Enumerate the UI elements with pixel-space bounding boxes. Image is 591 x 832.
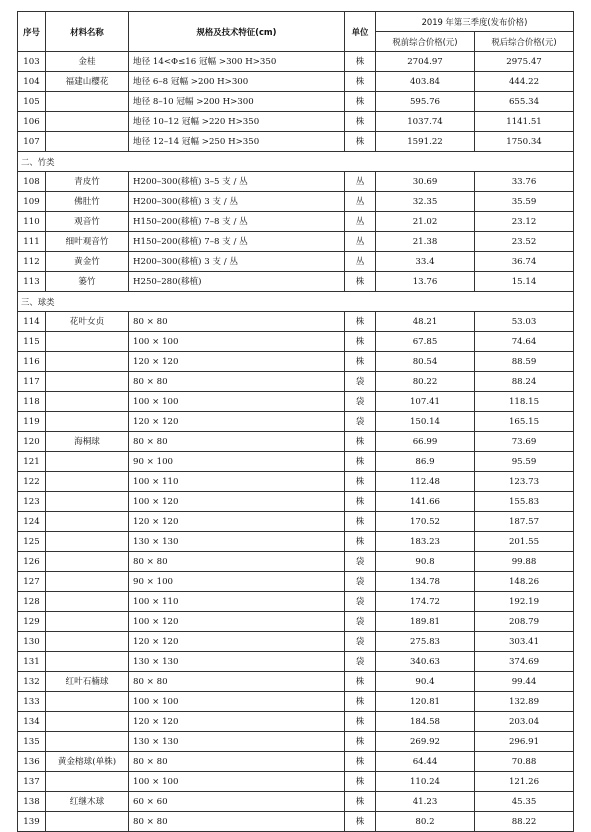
cell-spec: 100 × 120 xyxy=(129,612,345,632)
cell-material-name: 佛肚竹 xyxy=(46,192,129,212)
cell-pre-tax-price: 174.72 xyxy=(376,592,475,612)
table-row xyxy=(18,392,574,412)
cell-material-name xyxy=(46,532,129,552)
table-row xyxy=(18,812,574,832)
cell-no: 108 xyxy=(18,172,46,192)
cell-post-tax-price: 88.22 xyxy=(475,812,574,832)
header-period: 2019 年第三季度(发布价格) xyxy=(376,12,574,32)
cell-pre-tax-price: 30.69 xyxy=(376,172,475,192)
cell-unit: 株 xyxy=(345,332,376,352)
cell-post-tax-price: 303.41 xyxy=(475,632,574,652)
cell-spec: 80 × 80 xyxy=(129,812,345,832)
cell-spec: 100 × 100 xyxy=(129,392,345,412)
cell-no: 114 xyxy=(18,312,46,332)
cell-unit: 株 xyxy=(345,92,376,112)
cell-spec: 130 × 130 xyxy=(129,532,345,552)
cell-no: 110 xyxy=(18,212,46,232)
cell-spec: 90 × 100 xyxy=(129,452,345,472)
cell-material-name: 金桂 xyxy=(46,52,129,72)
cell-post-tax-price: 95.59 xyxy=(475,452,574,472)
cell-spec: 80 × 80 xyxy=(129,672,345,692)
table-header xyxy=(18,12,574,52)
cell-unit: 丛 xyxy=(345,212,376,232)
cell-no: 127 xyxy=(18,572,46,592)
cell-post-tax-price: 23.52 xyxy=(475,232,574,252)
cell-spec: 80 × 80 xyxy=(129,372,345,392)
cell-no: 125 xyxy=(18,532,46,552)
cell-unit: 株 xyxy=(345,792,376,812)
cell-unit: 袋 xyxy=(345,652,376,672)
cell-unit: 袋 xyxy=(345,632,376,652)
cell-material-name xyxy=(46,492,129,512)
cell-unit: 丛 xyxy=(345,192,376,212)
cell-no: 120 xyxy=(18,432,46,452)
cell-spec: 100 × 100 xyxy=(129,332,345,352)
cell-material-name xyxy=(46,732,129,752)
cell-material-name: 红继木球 xyxy=(46,792,129,812)
cell-post-tax-price: 192.19 xyxy=(475,592,574,612)
cell-post-tax-price: 296.91 xyxy=(475,732,574,752)
cell-pre-tax-price: 67.85 xyxy=(376,332,475,352)
cell-material-name: 花叶女贞 xyxy=(46,312,129,332)
table-row xyxy=(18,432,574,452)
cell-pre-tax-price: 80.22 xyxy=(376,372,475,392)
cell-pre-tax-price: 21.02 xyxy=(376,212,475,232)
cell-material-name xyxy=(46,112,129,132)
cell-unit: 株 xyxy=(345,752,376,772)
cell-material-name: 福建山樱花 xyxy=(46,72,129,92)
header-pre-tax: 税前综合价格(元) xyxy=(376,32,475,52)
table-row xyxy=(18,452,574,472)
cell-post-tax-price: 88.24 xyxy=(475,372,574,392)
cell-unit: 株 xyxy=(345,112,376,132)
cell-post-tax-price: 73.69 xyxy=(475,432,574,452)
cell-spec: 60 × 60 xyxy=(129,792,345,812)
cell-no: 133 xyxy=(18,692,46,712)
cell-pre-tax-price: 1037.74 xyxy=(376,112,475,132)
cell-material-name: 细叶观音竹 xyxy=(46,232,129,252)
cell-post-tax-price: 33.76 xyxy=(475,172,574,192)
cell-pre-tax-price: 120.81 xyxy=(376,692,475,712)
cell-unit: 袋 xyxy=(345,412,376,432)
cell-unit: 袋 xyxy=(345,592,376,612)
cell-pre-tax-price: 112.48 xyxy=(376,472,475,492)
cell-no: 138 xyxy=(18,792,46,812)
table-row xyxy=(18,772,574,792)
cell-pre-tax-price: 21.38 xyxy=(376,232,475,252)
cell-unit: 株 xyxy=(345,772,376,792)
cell-post-tax-price: 444.22 xyxy=(475,72,574,92)
cell-pre-tax-price: 80.2 xyxy=(376,812,475,832)
cell-post-tax-price: 88.59 xyxy=(475,352,574,372)
cell-spec: H200–300(移植) 3 支 / 丛 xyxy=(129,192,345,212)
cell-unit: 株 xyxy=(345,732,376,752)
cell-unit: 株 xyxy=(345,492,376,512)
cell-post-tax-price: 148.26 xyxy=(475,572,574,592)
header-spec: 规格及技术特征(cm) xyxy=(129,12,345,52)
cell-post-tax-price: 35.59 xyxy=(475,192,574,212)
cell-material-name xyxy=(46,772,129,792)
cell-material-name xyxy=(46,712,129,732)
cell-unit: 株 xyxy=(345,72,376,92)
cell-pre-tax-price: 340.63 xyxy=(376,652,475,672)
table-row xyxy=(18,532,574,552)
table-row xyxy=(18,352,574,372)
cell-spec: 100 × 100 xyxy=(129,772,345,792)
cell-spec: 100 × 110 xyxy=(129,592,345,612)
cell-material-name xyxy=(46,632,129,652)
cell-material-name xyxy=(46,692,129,712)
cell-no: 103 xyxy=(18,52,46,72)
cell-material-name: 红叶石楠球 xyxy=(46,672,129,692)
cell-spec: H200–300(移植) 3 支 / 丛 xyxy=(129,252,345,272)
cell-post-tax-price: 1750.34 xyxy=(475,132,574,152)
cell-spec: 120 × 120 xyxy=(129,512,345,532)
table-row xyxy=(18,192,574,212)
cell-post-tax-price: 15.14 xyxy=(475,272,574,292)
cell-post-tax-price: 36.74 xyxy=(475,252,574,272)
cell-unit: 袋 xyxy=(345,552,376,572)
cell-spec: 120 × 120 xyxy=(129,632,345,652)
cell-spec: H250–280(移植) xyxy=(129,272,345,292)
table-row xyxy=(18,632,574,652)
table-row xyxy=(18,372,574,392)
table-row xyxy=(18,672,574,692)
cell-material-name xyxy=(46,652,129,672)
cell-no: 121 xyxy=(18,452,46,472)
cell-post-tax-price: 187.57 xyxy=(475,512,574,532)
cell-pre-tax-price: 90.8 xyxy=(376,552,475,572)
cell-unit: 株 xyxy=(345,312,376,332)
cell-material-name xyxy=(46,512,129,532)
header-unit: 单位 xyxy=(345,12,376,52)
cell-unit: 株 xyxy=(345,672,376,692)
cell-no: 129 xyxy=(18,612,46,632)
cell-material-name xyxy=(46,92,129,112)
cell-pre-tax-price: 33.4 xyxy=(376,252,475,272)
cell-pre-tax-price: 66.99 xyxy=(376,432,475,452)
cell-unit: 株 xyxy=(345,452,376,472)
cell-no: 135 xyxy=(18,732,46,752)
cell-spec: 80 × 80 xyxy=(129,552,345,572)
cell-spec: 130 × 130 xyxy=(129,652,345,672)
cell-spec: H150–200(移植) 7–8 支 / 丛 xyxy=(129,232,345,252)
cell-no: 132 xyxy=(18,672,46,692)
cell-unit: 株 xyxy=(345,712,376,732)
cell-no: 115 xyxy=(18,332,46,352)
cell-no: 111 xyxy=(18,232,46,252)
section-row xyxy=(18,152,574,172)
cell-no: 128 xyxy=(18,592,46,612)
table-row xyxy=(18,552,574,572)
cell-pre-tax-price: 183.23 xyxy=(376,532,475,552)
table-row xyxy=(18,72,574,92)
cell-material-name xyxy=(46,352,129,372)
cell-unit: 株 xyxy=(345,472,376,492)
cell-material-name: 黄金榕球(单株) xyxy=(46,752,129,772)
table-row xyxy=(18,512,574,532)
cell-no: 126 xyxy=(18,552,46,572)
table-row xyxy=(18,652,574,672)
cell-spec: 地径 6–8 冠幅 >200 H>300 xyxy=(129,72,345,92)
cell-material-name: 观音竹 xyxy=(46,212,129,232)
cell-no: 122 xyxy=(18,472,46,492)
cell-pre-tax-price: 134.78 xyxy=(376,572,475,592)
table-row xyxy=(18,792,574,812)
cell-unit: 丛 xyxy=(345,232,376,252)
cell-post-tax-price: 132.89 xyxy=(475,692,574,712)
cell-pre-tax-price: 90.4 xyxy=(376,672,475,692)
cell-pre-tax-price: 150.14 xyxy=(376,412,475,432)
section-label: 三、球类 xyxy=(18,292,574,312)
cell-pre-tax-price: 170.52 xyxy=(376,512,475,532)
cell-material-name: 黄金竹 xyxy=(46,252,129,272)
cell-unit: 袋 xyxy=(345,392,376,412)
cell-pre-tax-price: 110.24 xyxy=(376,772,475,792)
cell-post-tax-price: 123.73 xyxy=(475,472,574,492)
table-body xyxy=(18,52,574,832)
cell-post-tax-price: 121.26 xyxy=(475,772,574,792)
table-row xyxy=(18,252,574,272)
cell-no: 119 xyxy=(18,412,46,432)
table-row xyxy=(18,712,574,732)
cell-spec: 80 × 80 xyxy=(129,752,345,772)
cell-unit: 袋 xyxy=(345,612,376,632)
cell-no: 131 xyxy=(18,652,46,672)
cell-no: 124 xyxy=(18,512,46,532)
cell-unit: 株 xyxy=(345,692,376,712)
cell-post-tax-price: 53.03 xyxy=(475,312,574,332)
cell-spec: H150–200(移植) 7–8 支 / 丛 xyxy=(129,212,345,232)
table-row xyxy=(18,112,574,132)
cell-spec: 80 × 80 xyxy=(129,432,345,452)
cell-post-tax-price: 70.88 xyxy=(475,752,574,772)
table-row xyxy=(18,232,574,252)
cell-spec: 地径 12–14 冠幅 >250 H>350 xyxy=(129,132,345,152)
cell-post-tax-price: 208.79 xyxy=(475,612,574,632)
cell-pre-tax-price: 189.81 xyxy=(376,612,475,632)
cell-unit: 株 xyxy=(345,812,376,832)
cell-post-tax-price: 99.88 xyxy=(475,552,574,572)
table-row xyxy=(18,592,574,612)
cell-post-tax-price: 655.34 xyxy=(475,92,574,112)
cell-pre-tax-price: 269.92 xyxy=(376,732,475,752)
cell-post-tax-price: 74.64 xyxy=(475,332,574,352)
cell-material-name xyxy=(46,612,129,632)
cell-no: 117 xyxy=(18,372,46,392)
cell-no: 116 xyxy=(18,352,46,372)
cell-material-name xyxy=(46,572,129,592)
cell-material-name xyxy=(46,412,129,432)
header-name: 材料名称 xyxy=(46,12,129,52)
cell-post-tax-price: 23.12 xyxy=(475,212,574,232)
section-row xyxy=(18,292,574,312)
cell-spec: 120 × 120 xyxy=(129,412,345,432)
cell-spec: 100 × 120 xyxy=(129,492,345,512)
cell-no: 134 xyxy=(18,712,46,732)
cell-pre-tax-price: 64.44 xyxy=(376,752,475,772)
cell-no: 104 xyxy=(18,72,46,92)
cell-material-name xyxy=(46,472,129,492)
cell-unit: 丛 xyxy=(345,252,376,272)
table-row xyxy=(18,572,574,592)
cell-material-name: 青皮竹 xyxy=(46,172,129,192)
cell-no: 139 xyxy=(18,812,46,832)
cell-no: 137 xyxy=(18,772,46,792)
cell-spec: 地径 14<Φ≤16 冠幅 >300 H>350 xyxy=(129,52,345,72)
cell-post-tax-price: 203.04 xyxy=(475,712,574,732)
cell-no: 109 xyxy=(18,192,46,212)
table-row xyxy=(18,172,574,192)
cell-pre-tax-price: 1591.22 xyxy=(376,132,475,152)
cell-material-name xyxy=(46,552,129,572)
cell-spec: 90 × 100 xyxy=(129,572,345,592)
table-row xyxy=(18,132,574,152)
cell-post-tax-price: 374.69 xyxy=(475,652,574,672)
cell-no: 105 xyxy=(18,92,46,112)
cell-pre-tax-price: 86.9 xyxy=(376,452,475,472)
cell-post-tax-price: 155.83 xyxy=(475,492,574,512)
cell-pre-tax-price: 275.83 xyxy=(376,632,475,652)
table-row xyxy=(18,272,574,292)
cell-material-name: 海桐球 xyxy=(46,432,129,452)
cell-spec: 地径 10–12 冠幅 >220 H>350 xyxy=(129,112,345,132)
table-row xyxy=(18,212,574,232)
table-row xyxy=(18,92,574,112)
table-row xyxy=(18,412,574,432)
section-label: 二、竹类 xyxy=(18,152,574,172)
cell-unit: 株 xyxy=(345,352,376,372)
table-row xyxy=(18,312,574,332)
cell-material-name xyxy=(46,132,129,152)
cell-unit: 株 xyxy=(345,52,376,72)
cell-post-tax-price: 118.15 xyxy=(475,392,574,412)
cell-no: 106 xyxy=(18,112,46,132)
cell-post-tax-price: 99.44 xyxy=(475,672,574,692)
table-row xyxy=(18,612,574,632)
cell-pre-tax-price: 13.76 xyxy=(376,272,475,292)
cell-unit: 袋 xyxy=(345,572,376,592)
cell-no: 118 xyxy=(18,392,46,412)
cell-no: 123 xyxy=(18,492,46,512)
price-table xyxy=(17,11,574,832)
cell-material-name: 篓竹 xyxy=(46,272,129,292)
header-no: 序号 xyxy=(18,12,46,52)
cell-unit: 株 xyxy=(345,132,376,152)
cell-spec: 80 × 80 xyxy=(129,312,345,332)
cell-spec: 120 × 120 xyxy=(129,712,345,732)
cell-unit: 株 xyxy=(345,512,376,532)
cell-spec: 120 × 120 xyxy=(129,352,345,372)
cell-pre-tax-price: 80.54 xyxy=(376,352,475,372)
cell-no: 112 xyxy=(18,252,46,272)
cell-no: 136 xyxy=(18,752,46,772)
cell-pre-tax-price: 595.76 xyxy=(376,92,475,112)
cell-spec: 地径 8–10 冠幅 >200 H>300 xyxy=(129,92,345,112)
cell-post-tax-price: 165.15 xyxy=(475,412,574,432)
cell-post-tax-price: 1141.51 xyxy=(475,112,574,132)
cell-material-name xyxy=(46,452,129,472)
table-row xyxy=(18,732,574,752)
cell-pre-tax-price: 184.58 xyxy=(376,712,475,732)
cell-no: 113 xyxy=(18,272,46,292)
cell-pre-tax-price: 2704.97 xyxy=(376,52,475,72)
cell-pre-tax-price: 32.35 xyxy=(376,192,475,212)
table-row xyxy=(18,692,574,712)
table-row xyxy=(18,492,574,512)
cell-spec: H200–300(移植) 3–5 支 / 丛 xyxy=(129,172,345,192)
cell-post-tax-price: 2975.47 xyxy=(475,52,574,72)
table-row xyxy=(18,752,574,772)
cell-spec: 100 × 110 xyxy=(129,472,345,492)
cell-pre-tax-price: 41.23 xyxy=(376,792,475,812)
cell-unit: 株 xyxy=(345,272,376,292)
cell-material-name xyxy=(46,392,129,412)
cell-post-tax-price: 201.55 xyxy=(475,532,574,552)
cell-unit: 丛 xyxy=(345,172,376,192)
cell-spec: 130 × 130 xyxy=(129,732,345,752)
cell-unit: 株 xyxy=(345,532,376,552)
cell-pre-tax-price: 48.21 xyxy=(376,312,475,332)
cell-post-tax-price: 45.35 xyxy=(475,792,574,812)
cell-no: 107 xyxy=(18,132,46,152)
header-post-tax: 税后综合价格(元) xyxy=(475,32,574,52)
cell-pre-tax-price: 141.66 xyxy=(376,492,475,512)
cell-no: 130 xyxy=(18,632,46,652)
cell-pre-tax-price: 403.84 xyxy=(376,72,475,92)
table-row xyxy=(18,52,574,72)
table-row xyxy=(18,472,574,492)
cell-unit: 袋 xyxy=(345,372,376,392)
cell-material-name xyxy=(46,372,129,392)
table-row xyxy=(18,332,574,352)
cell-spec: 100 × 100 xyxy=(129,692,345,712)
cell-unit: 株 xyxy=(345,432,376,452)
cell-pre-tax-price: 107.41 xyxy=(376,392,475,412)
cell-material-name xyxy=(46,592,129,612)
cell-material-name xyxy=(46,332,129,352)
cell-material-name xyxy=(46,812,129,832)
